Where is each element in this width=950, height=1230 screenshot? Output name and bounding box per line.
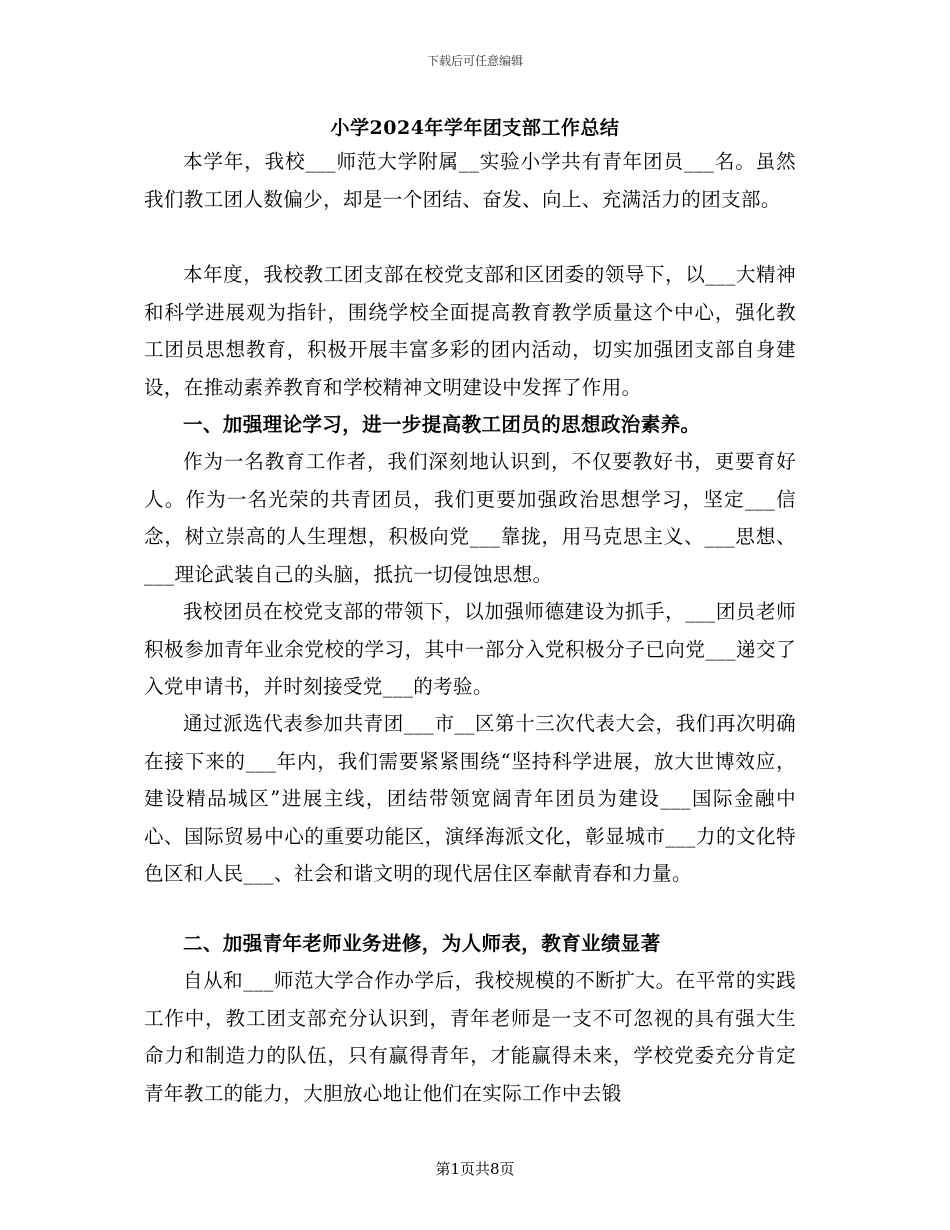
paragraph-intro: 本学年，我校___师范大学附属__实验小学共有青年团员___名。虽然我们教工团人数偏少，却是一个团结、奋发、向上、充满活力的团支部。 bbox=[144, 150, 796, 211]
paragraph-section1-c: 通过派选代表参加共青团___市__区第十三次代表大会，我们再次明确在接下来的___年内，我们需要紧紧围绕“坚持科学进展，放大世博效应，建设精品城区”进展主线，团结带领宽阔青年团员为建设___国际金融中心、国际贸易中心的重要功能区，演绎海派文化，彰显城市___力的文化特色区和人民___、社会和谐文明的现代居住区奉献青春和力量。 bbox=[144, 712, 796, 885]
document-title: 小学2024年学年团支部工作总结 bbox=[330, 117, 620, 139]
paragraph-overview: 本年度，我校教工团支部在校党支部和区团委的领导下，以___大精神和科学进展观为指针，围绕学校全面提高教育教学质量这个中心，强化教工团员思想教育，积极开展丰富多彩的团内活动，切实加强团支部自身建设，在推动素养教育和学校精神文明建设中发挥了作用。 bbox=[144, 263, 796, 399]
section-heading-2: 二、加强青年老师业务进修，为人师表，教育业绩显著 bbox=[183, 932, 661, 955]
paragraph-section2-a: 自从和___师范大学合作办学后，我校规模的不断扩大。在平常的实践工作中，教工团支部充分认识到，青年老师是一支不可忽视的具有强大生命力和制造力的队伍，只有赢得青年，才能赢得未来，学校党委充分肯定青年教工的能力，大胆放心地让他们在实际工作中去锻 bbox=[144, 969, 796, 1105]
paragraph-section1-b: 我校团员在校党支部的带领下，以加强师德建设为抓手，___团员老师积极参加青年业余党校的学习，其中一部分入党积极分子已向党___递交了入党申请书，并时刻接受党___的考验。 bbox=[144, 600, 796, 698]
paragraph-section1-a: 作为一名教育工作者，我们深刻地认识到，不仅要教好书，更要育好人。作为一名光荣的共青团员，我们更要加强政治思想学习，坚定___信念，树立崇高的人生理想，积极向党___靠拢，用马克思主义、___思想、___理论武装自己的头脑，抵抗一切侵蚀思想。 bbox=[144, 450, 796, 586]
section-heading-1: 一、加强理论学习，进一步提高教工团员的思想政治素养。 bbox=[183, 413, 701, 436]
header-note: 下载后可任意编辑 bbox=[426, 54, 523, 68]
page-footer: 第1页共8页 bbox=[435, 1160, 515, 1178]
